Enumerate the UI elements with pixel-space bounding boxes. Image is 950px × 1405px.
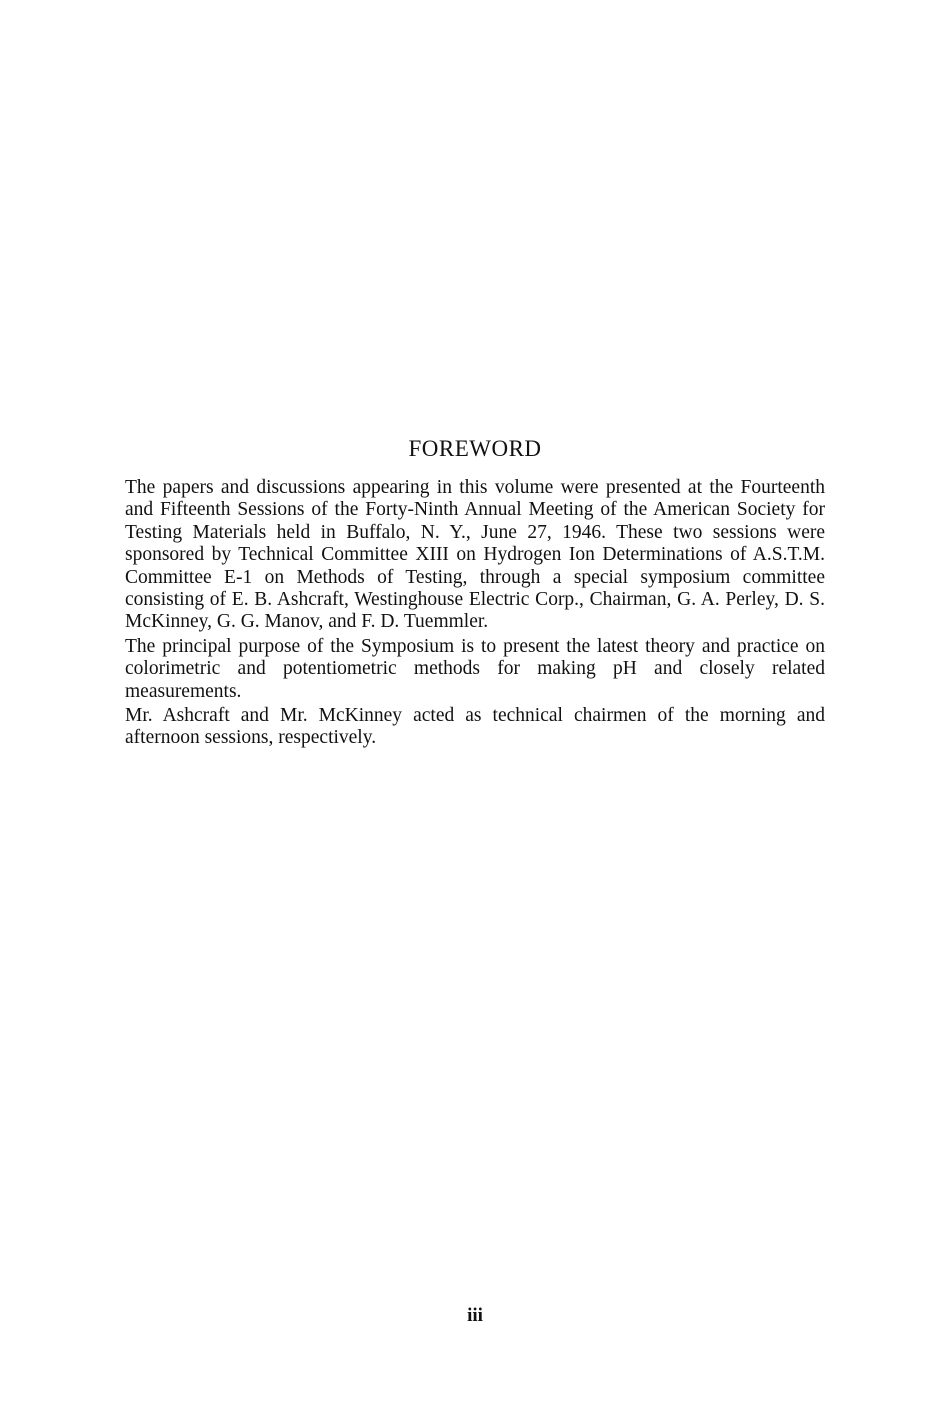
page-number: iii: [467, 1305, 483, 1326]
paragraph-sessions: The papers and discussions appearing in this volume were presented at the Fourteenth and Fifteenth Sessions of the Forty-Ninth Annual Meeting of the American Society for Testing Materials held in Buffalo, N. Y., June 27, 1946. These two sessions were sponsored by Technical Committee XIII on Hydrogen Ion Determinations of A.S.T.M. Committee E-1 on Methods of Testing, through a special symposium committee consisting of E. B. Ashcraft, Westinghouse Electric Corp., Chairman, G. A. Perley, D. S. McKinney, G. G. Manov, and F. D. Tuemmler.: [125, 477, 825, 633]
paragraph-purpose: The principal purpose of the Symposium is to present the latest theory and practice on colorimetric and potentiometric methods for making pH and closely related measurements.: [125, 635, 825, 702]
foreword-body: [125, 477, 825, 752]
paragraph-chairmen: Mr. Ashcraft and Mr. McKinney acted as technical chairmen of the morning and afternoon sessions, respectively.: [125, 705, 825, 749]
page-title: FOREWORD: [408, 436, 542, 461]
